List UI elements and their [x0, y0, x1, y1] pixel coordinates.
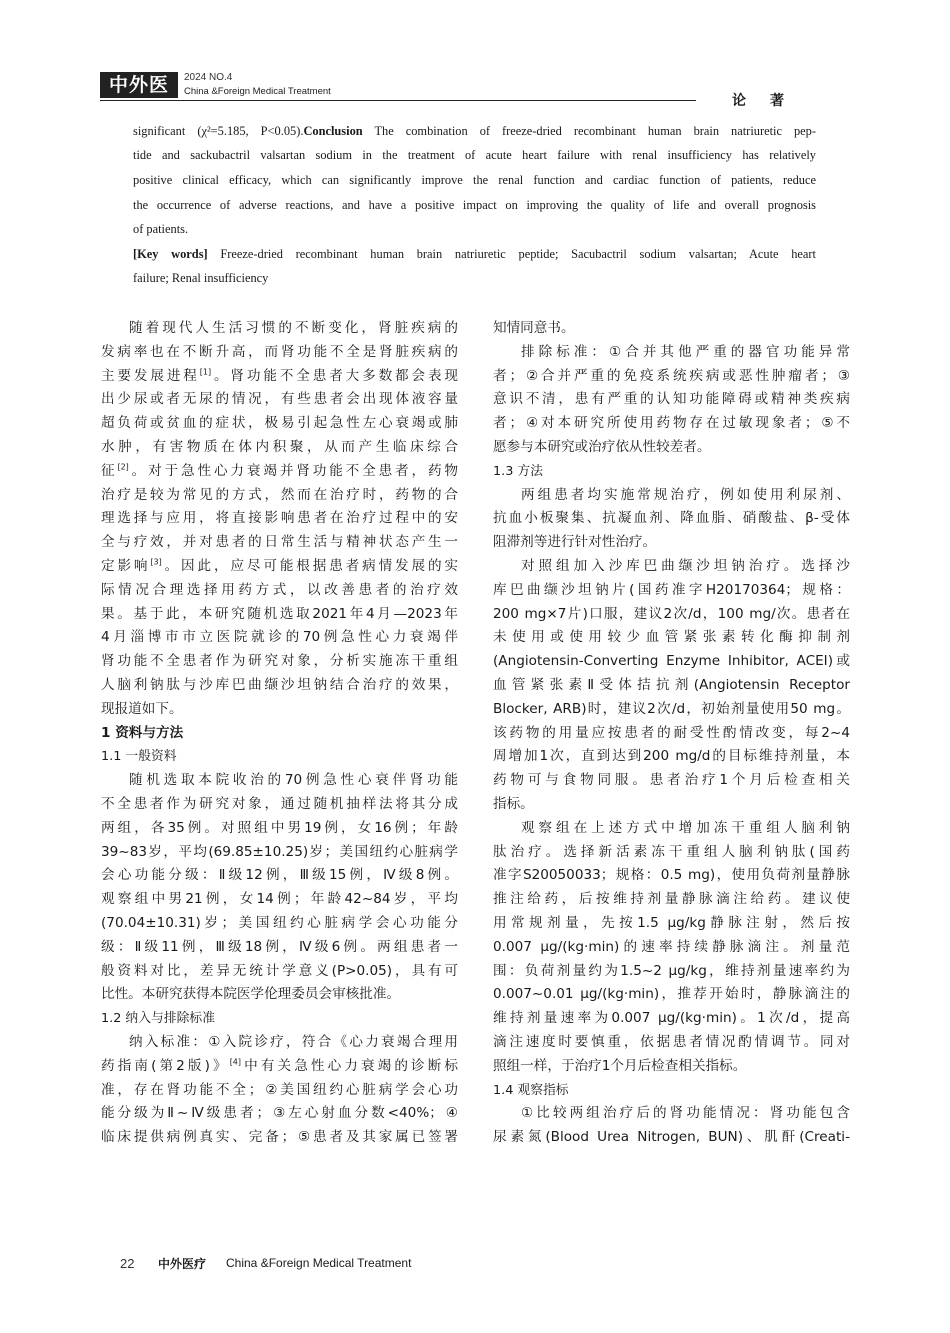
body-text-line	[101, 460, 458, 484]
line-text: 纳入标准：①入院诊疗，符合《心力衰竭合理用	[129, 1033, 458, 1050]
body-text-line	[493, 1031, 850, 1055]
line-text: 对照组加入沙库巴曲缬沙坦钠治疗。选择沙	[521, 557, 850, 574]
body-text-line	[493, 603, 850, 627]
citation-ref: [4]	[229, 1057, 242, 1067]
body-text-line	[493, 317, 850, 341]
line-text: ①比较两组治疗后的肾功能情况：肾功能包含	[521, 1105, 850, 1122]
line-text: 准，存在肾功能不全；②美国纽约心脏病学会心功	[101, 1081, 458, 1098]
right-column	[493, 317, 850, 1150]
line-text: 知情同意书。	[493, 320, 575, 336]
line-text: 周增加1次，直到达到200 mg/d的目标维持剂量，本	[493, 748, 850, 765]
line-text: 200 mg×7片)口服，建议2次/d，100 mg/次。患者在	[493, 605, 850, 622]
line-text: 1.4 观察指标	[493, 1082, 569, 1098]
line-text: 临床提供病例真实、完备；⑤患者及其家属已签署	[101, 1129, 458, 1146]
body-text-line	[101, 864, 458, 888]
body-text-line	[101, 436, 458, 460]
body-text-line	[101, 507, 458, 531]
body-text-line	[493, 674, 850, 698]
abstract-stat: significant (χ²=5.185, P<0.05).	[133, 124, 304, 138]
line-text: 者；④对本研究所使用药物存在过敏现象者；⑤不	[493, 415, 850, 432]
body-text-line	[101, 960, 458, 984]
abstract-line: the occurrence of adverse reactions, and have a positive impact on improving the quality of life and overall prognosis	[133, 198, 816, 212]
section-heading	[101, 722, 458, 746]
left-column	[101, 317, 458, 1150]
line-text: 围：负荷剂量约为1.5~2 μg/kg，维持剂量速率约为	[493, 962, 850, 979]
body-text-line	[493, 436, 850, 460]
page-number: 22	[120, 1256, 135, 1271]
body-text-line	[493, 1007, 850, 1031]
body-text-line	[493, 841, 850, 865]
line-text: 尿素氮(Blood Urea Nitrogen, BUN)、肌酐(Creati-	[493, 1129, 850, 1146]
body-text-line	[493, 983, 850, 1007]
abstract-line	[133, 123, 816, 139]
body-text-line	[101, 983, 458, 1007]
body-text-line	[493, 531, 850, 555]
body-text-line	[493, 936, 850, 960]
line-text: 观察组在上述方式中增加冻干重组人脑利钠	[521, 819, 850, 836]
line-text: 1.2 纳入与排除标准	[101, 1011, 215, 1027]
keywords-label: [Key words]	[133, 247, 208, 261]
line-text: 该药物的用量应按患者的耐受性酌情改变，每2~4	[493, 724, 850, 741]
line-text: 用常规剂量，先按1.5 μg/kg静脉注射，然后按	[493, 914, 850, 931]
keywords-line: failure; Renal insufficiency	[133, 271, 269, 285]
line-text: 超负荷或贫血的症状，极易引起急性左心衰竭或肺	[101, 415, 458, 432]
line-text: 4月淄博市市立医院就诊的70例急性心力衰竭伴	[101, 629, 458, 646]
line-text: 肽治疗。选择新活素冻干重组人脑利钠肽(国药	[493, 843, 850, 860]
line-text: (Angiotensin-Converting Enzyme Inhibitor, ACEI)或	[493, 653, 850, 670]
line-text: 滴注速度时要慎重，依据患者情况酌情调节。同对	[493, 1033, 850, 1050]
section-label: 论著	[732, 93, 808, 109]
body-text-line	[101, 388, 458, 412]
footer-journal-cn: 中外医疗	[158, 1257, 207, 1271]
abstract-line: positive clinical efficacy, which can significantly improve the renal function and cardiac function of patients, reduce	[133, 173, 816, 187]
line-text: 0.007 μg/(kg·min)的速率持续静脉滴注。剂量范	[493, 938, 850, 955]
section-heading	[101, 1007, 458, 1031]
body-text-line	[101, 650, 458, 674]
body-text-line	[493, 793, 850, 817]
citation-ref: [2]	[117, 462, 129, 472]
body-text-line	[101, 936, 458, 960]
line-text: 抗血小板聚集、抗凝血剂、降血脂、硝酸盐、β-受体	[493, 510, 850, 527]
line-text: 定影响	[101, 557, 151, 574]
line-text: 际情况合理选择用药方式，以改善患者的治疗效	[101, 581, 458, 598]
journal-logo: 中外医疗	[100, 72, 178, 98]
line-text: 征	[101, 462, 118, 479]
line-text: 级：Ⅱ级11例，Ⅲ级18例，Ⅳ级6例。两组患者一	[101, 938, 458, 955]
journal-english-name: China &Foreign Medical Treatment	[184, 86, 331, 97]
body-text-line	[101, 1055, 458, 1079]
line-text: 者；②合并严重的免疫系统疾病或恶性肿瘤者；③	[493, 367, 850, 384]
body-text-line	[101, 793, 458, 817]
body-text-line	[101, 579, 458, 603]
line-text: 两组患者均实施常规治疗，例如使用利尿剂、	[521, 486, 850, 503]
line-text: 照组一样，于治疗1个月后检查相关指标。	[493, 1057, 747, 1074]
line-text: 。对于急性心力衰竭并肾功能不全患者，药物	[128, 462, 459, 479]
line-text: 人脑利钠肽与沙库巴曲缬沙坦钠结合治疗的效果，	[101, 676, 458, 693]
body-text-line	[493, 745, 850, 769]
line-text: 中有关急性心力衰竭的诊断标	[241, 1057, 458, 1074]
line-text: 随着现代人生活习惯的不断变化，肾脏疾病的	[129, 320, 458, 336]
line-text: 治疗是较为常见的方式，然而在治疗时，药物的合	[101, 486, 458, 503]
body-text-line	[493, 484, 850, 508]
line-text: 药指南(第2版)》	[101, 1057, 230, 1074]
line-text: 两组，各35例。对照组中男19例，女16例；年龄	[101, 819, 458, 836]
body-text-line	[101, 698, 458, 722]
abstract-line: of patients.	[133, 222, 189, 236]
line-text: 愿参与本研究或治疗依从性较差者。	[493, 438, 711, 455]
line-text: 主要发展进程	[101, 367, 200, 384]
body-text-line	[101, 1102, 458, 1126]
citation-ref: [3]	[150, 557, 162, 567]
line-text: 比性。本研究获得本院医学伦理委员会审核批准。	[101, 986, 401, 1003]
line-text: 观察组中男21例，女14例；年龄42~84岁，平均	[101, 891, 458, 908]
line-text: 39~83岁，平均(69.85±10.25)岁；美国纽约心脏病学	[101, 843, 458, 860]
line-text: 理选择与应用，将直接影响患者在治疗过程中的安	[101, 510, 458, 527]
body-text-line	[101, 817, 458, 841]
line-text: (70.04±10.31)岁；美国纽约心脏病学会心功能分	[101, 914, 458, 931]
line-text: 随机选取本院收治的70例急性心衰伴肾功能	[129, 772, 458, 789]
body-text-line	[493, 864, 850, 888]
line-text: 维持剂量速率为0.007 μg/(kg·min)。1次/d，提高	[493, 1010, 850, 1027]
line-text: 水肿，有害物质在体内积聚，从而产生临床综合	[101, 438, 458, 455]
body-text-line	[493, 555, 850, 579]
body-text-line	[101, 412, 458, 436]
line-text: 药物可与食物同服。患者治疗1个月后检查相关	[493, 772, 850, 789]
body-text-line	[101, 341, 458, 365]
line-text: Blocker, ARB)时，建议2次/d，初始剂量使用50 mg。	[493, 700, 850, 717]
body-text-line	[493, 1102, 850, 1126]
body-text-line	[101, 365, 458, 389]
body-text-line	[101, 1079, 458, 1103]
body-text-line	[493, 1055, 850, 1079]
abstract-line: tide and sackubactril valsartan sodium in the treatment of acute heart failure with renal insufficiency has relatively	[133, 148, 816, 162]
body-text-line	[101, 841, 458, 865]
body-text-line	[101, 484, 458, 508]
line-text: 指标。	[493, 795, 534, 812]
abstract-text: The combination of freeze-dried recombinant human brain natriuretic pep-	[362, 124, 816, 138]
body-text-line	[101, 626, 458, 650]
line-text: 1.1 一般资料	[101, 749, 177, 765]
issue-number: 2024 NO.4	[184, 72, 233, 83]
body-text-line	[101, 603, 458, 627]
line-text: 1 资料与方法	[101, 724, 184, 741]
line-text: 准字S20050033；规格：0.5 mg)，使用负荷剂量静脉	[493, 867, 850, 884]
line-text: 出少尿或者无尿的情况，有些患者会出现体液容量	[101, 391, 458, 408]
body-text-line	[493, 769, 850, 793]
keywords-text: Freeze-dried recombinant human brain natriuretic peptide; Sacubactril sodium valsartan; Acute heart	[207, 247, 816, 261]
body-text-line	[493, 912, 850, 936]
body-text-line	[101, 555, 458, 579]
line-text: 1.3 方法	[493, 463, 544, 479]
body-text-line	[493, 579, 850, 603]
body-text-line	[101, 674, 458, 698]
line-text: 全与疗效，并对患者的日常生活与精神状态产生一	[101, 534, 458, 551]
line-text: 发病率也在不断升高，而肾功能不全是肾脏疾病的	[101, 343, 458, 360]
body-text-line	[101, 769, 458, 793]
body-text-line	[101, 888, 458, 912]
line-text: 未使用或使用较少血管紧张素转化酶抑制剂	[493, 629, 850, 646]
line-text: 。因此，应尽可能根据患者病情发展的实	[161, 557, 459, 574]
section-heading	[101, 745, 458, 769]
body-text-line	[493, 626, 850, 650]
body-text-line	[101, 1031, 458, 1055]
section-heading	[493, 1079, 850, 1103]
body-text-line	[493, 722, 850, 746]
line-text: 果。基于此，本研究随机选取2021年4月—2023年	[101, 605, 458, 622]
body-text-line	[101, 317, 458, 341]
keywords-line	[133, 246, 816, 262]
body-text-line	[493, 650, 850, 674]
body-text-line	[101, 912, 458, 936]
citation-ref: [1]	[199, 367, 212, 377]
line-text: 会心功能分级：Ⅱ级12例，Ⅲ级15例，Ⅳ级8例。	[101, 867, 458, 884]
line-text: 。肾功能不全患者大多数都会表现	[211, 367, 459, 384]
line-text: 0.007~0.01 μg/(kg·min)，推荐开始时，静脉滴注的	[493, 986, 850, 1003]
body-text-line	[493, 888, 850, 912]
line-text: 血管紧张素Ⅱ受体拮抗剂(Angiotensin Receptor	[493, 676, 850, 693]
line-text: 能分级为Ⅱ~Ⅳ级患者；③左心射血分数<40%；④	[101, 1105, 458, 1122]
section-heading	[493, 460, 850, 484]
body-text-line	[101, 1126, 458, 1150]
line-text: 般资料对比，差异无统计学意义(P>0.05)，具有可	[101, 962, 458, 979]
line-text: 库巴曲缬沙坦钠片(国药准字H20170364；规格：	[493, 581, 850, 598]
body-text-line	[493, 1126, 850, 1150]
body-text-line	[493, 817, 850, 841]
line-text: 不全患者作为研究对象，通过随机抽样法将其分成	[101, 795, 458, 812]
body-text-line	[101, 531, 458, 555]
body-text-line	[493, 960, 850, 984]
body-text-line	[493, 412, 850, 436]
line-text: 阻滞剂等进行针对性治疗。	[493, 534, 657, 551]
line-text: 排除标准：①合并其他严重的器官功能异常	[521, 343, 850, 360]
line-text: 推注给药，后按维持剂量静脉滴注给药。建议使	[493, 891, 850, 908]
body-text-line	[493, 698, 850, 722]
body-text-line	[493, 507, 850, 531]
body-text-line	[493, 388, 850, 412]
header-divider	[100, 100, 696, 101]
line-text: 意识不清，患有严重的认知功能障碍或精神类疾病	[493, 391, 850, 408]
line-text: 肾功能不全患者作为研究对象，分析实施冻干重组	[101, 653, 458, 670]
footer-journal-en: China &Foreign Medical Treatment	[226, 1256, 412, 1270]
line-text: 现报道如下。	[101, 700, 183, 717]
body-text-line	[493, 365, 850, 389]
conclusion-label: Conclusion	[303, 124, 363, 138]
body-text-line	[493, 341, 850, 365]
